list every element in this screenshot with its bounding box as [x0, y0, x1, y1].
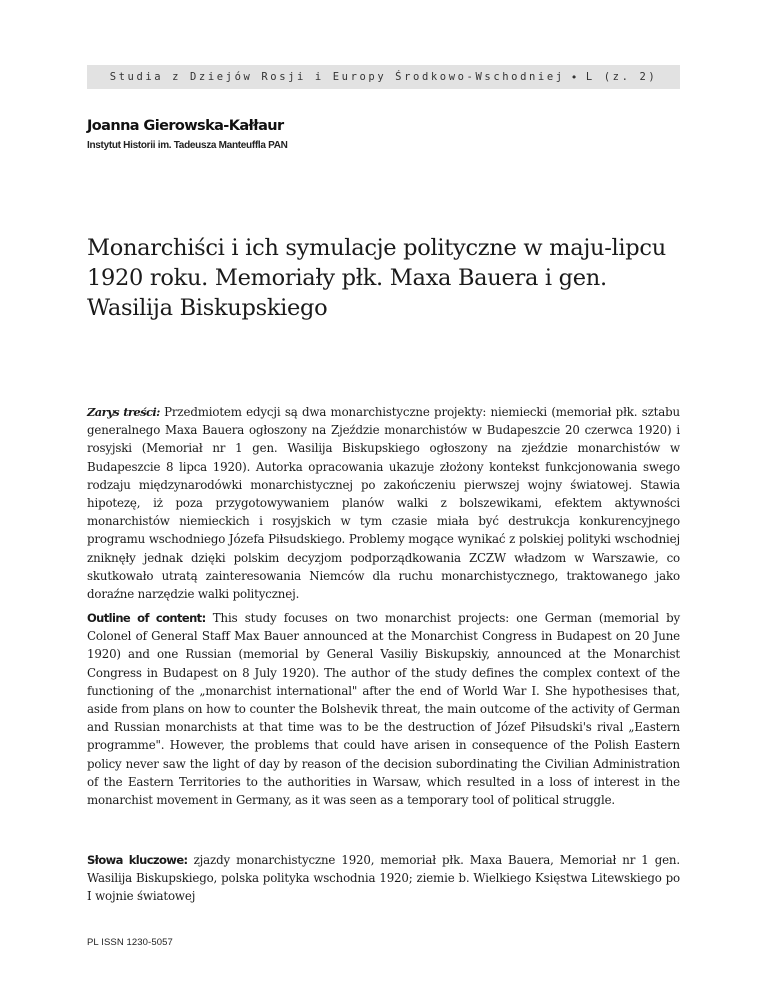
journal-volume: L (z. 2) [585, 71, 658, 83]
journal-name: Studia z Dziejów Rosji i Europy Środkowo-Wschodniej [109, 71, 565, 83]
keywords-label: Słowa kluczowe: [87, 853, 188, 867]
issn-number: PL ISSN 1230-5057 [87, 937, 173, 948]
summary-english [87, 609, 680, 809]
journal-header [87, 65, 680, 89]
summary-english-text: This study focuses on two monarchist projects: one German (memorial by Colonel of General Staff Max Bauer announced at the Monarchist Congress in Budapest on 20 June 1920) and one Russian (memorial by General Vasiliy Biskupskiy, announced at the Monarchist Congress in Budapest on 8 July 1920). The author of the study defines the complex context of the functioning of the „monarchist international" after the end of World War I. She hypothesises that, aside from plans on how to counter the Bolshevik threat, the main outcome of the activity of German and Russian monarchists at that time was to be the destruction of Józef Piłsudski's rival „Eastern programme". However, the problems that could have arisen in consequence of the Polish Eastern policy never saw the light of day by reason of the decision subordinating the Civilian Administration of the Eastern Territories to the authorities in Warsaw, which resulted in a loss of interest in the monarchist movement in Germany, as it was seen as a temporary tool of political struggle. [87, 611, 680, 808]
author-name: Joanna Gierowska-Kałłaur [87, 118, 284, 134]
summary-polish [87, 403, 680, 603]
summary-polish-text: Przedmiotem edycji są dwa monarchistyczne projekty: niemiecki (memoriał płk. sztabu generalnego Maxa Bauera ogłoszony na Zjeździe monarchistów w Budapeszcie 20 czerwca 1920) i rosyjski (Memoriał nr 1 gen. Wasilija Biskupskiego ogłoszony na zjeździe monarchistów w Budapeszcie 8 lipca 1920). Autorka opracowania ukazuje złożony kontekst funkcjonowania swego rodzaju międzynarodówki monarchistycznej po zakończeniu pierwszej wojny światowej. Stawia hipotezę, iż poza przygotowywaniem planów walki z bolszewikami, efektem aktywności monarchistów niemieckich i rosyjskich w tym czasie miała być destrukcja konkurencyjnego programu wschodniego Józefa Piłsudskiego. Problemy mogące wynikać z polskiej polityki wschodniej zniknęły jednak dzięki polskim decyzjom podporządkowania ZCZW władzom w Warszawie, co skutkowało utratą zainteresowania Niemców dla ruchu monarchistycznego, traktowanego jako doraźne narzędzie walki politycznej. [87, 405, 680, 602]
summary-english-label: Outline of content: [87, 611, 206, 625]
header-separator: • [570, 70, 580, 84]
keywords [87, 851, 680, 906]
keywords-text: zjazdy monarchistyczne 1920, memoriał płk. Maxa Bauera, Memoriał nr 1 gen. Wasilija Biskupskiego, polska polityka wschodnia 1920; ziemie b. Wielkiego Księstwa Litewskiego po I wojnie światowej [87, 853, 680, 904]
summary-polish-label: Zarys treści: [87, 405, 160, 419]
author-affiliation: Instytut Historii im. Tadeusza Manteuffla PAN [87, 140, 288, 151]
article-title: Monarchiści i ich symulacje polityczne w maju-lipcu 1920 roku. Memoriały płk. Maxa Bauera i gen. Wasilija Biskupskiego [87, 235, 666, 321]
